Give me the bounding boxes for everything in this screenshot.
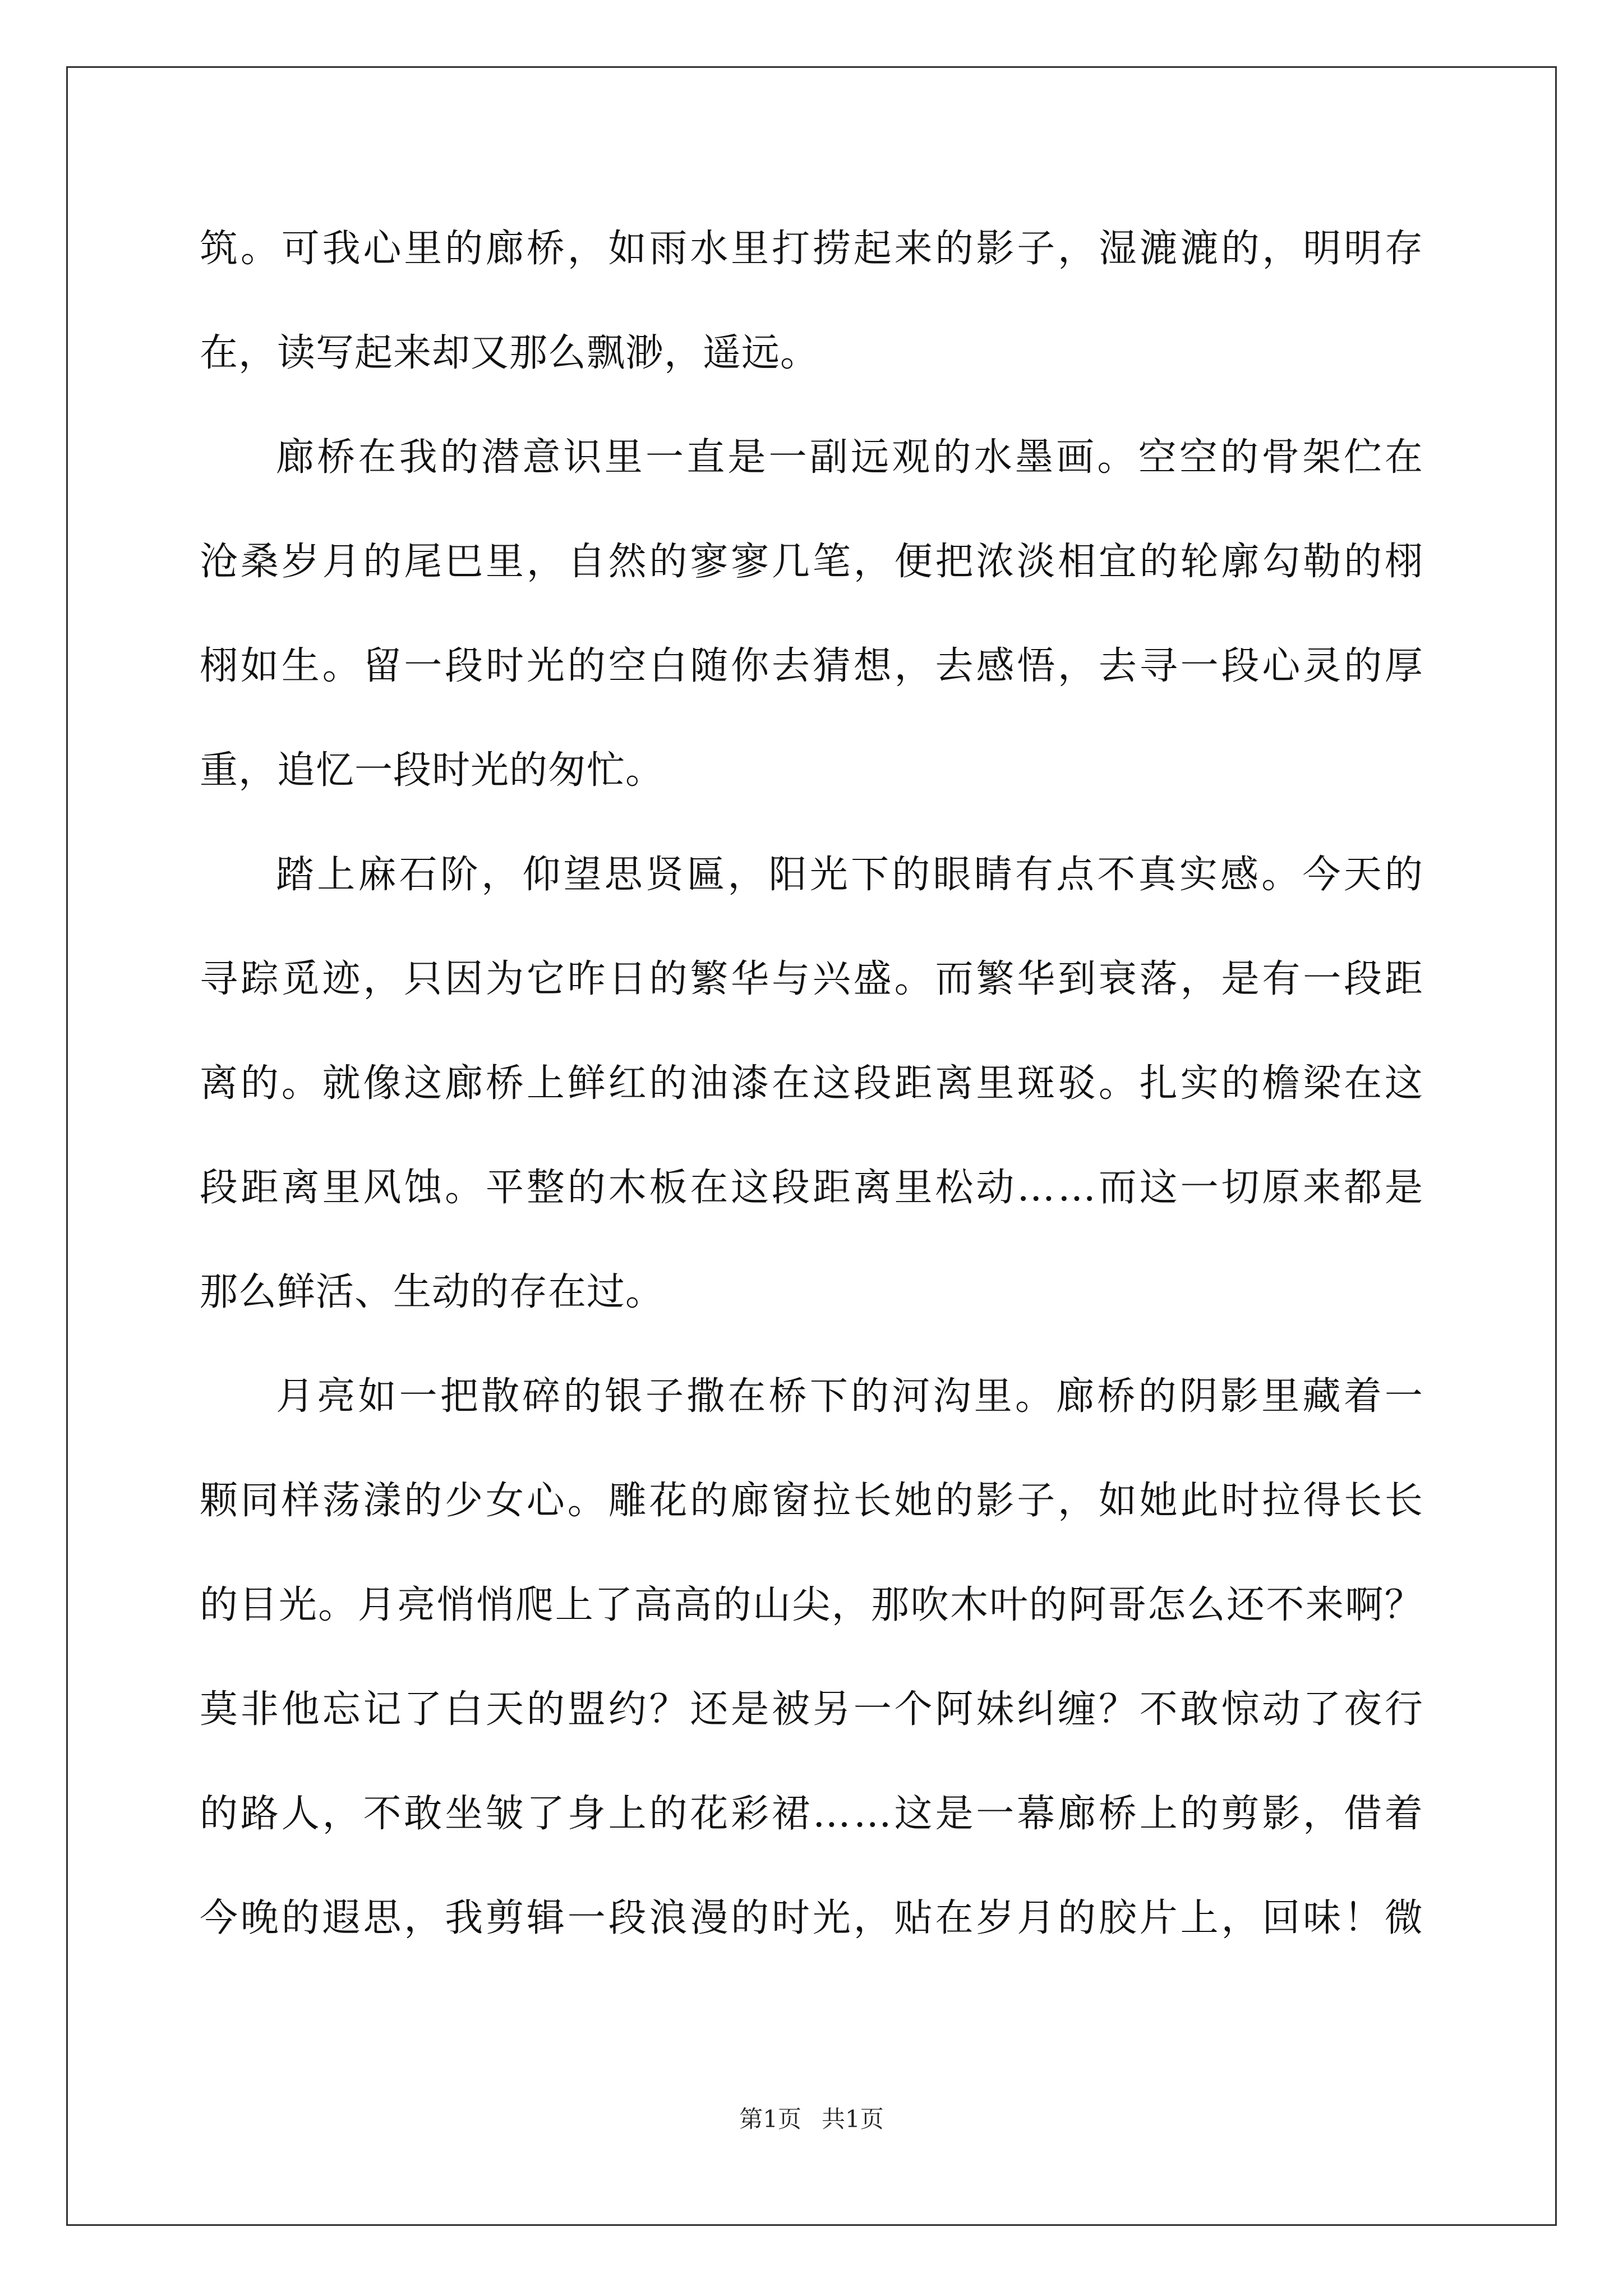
text-line: 今 晚 的 遐 思 ， 我 剪 辑 一 段 浪 漫 的 时 光 ， 贴 在 岁 月 的 胶 片 上 ， 回 味 ！ 微	[200, 1896, 1423, 1940]
document-body	[200, 222, 1423, 1946]
page-footer	[0, 2105, 1623, 2133]
text-line: 的 目 光 。 月 亮 悄 悄 爬 上 了 高 高 的 山 尖 ， 那 吹 木 叶 的 阿 哥 怎 么 还 不 来 啊 ？	[200, 1583, 1423, 1627]
text-line: 沧 桑 岁 月 的 尾 巴 里 ， 自 然 的 寥 寥 几 笔 ， 便 把 浓 淡 相 宜 的 轮 廓 勾 勒 的 栩	[200, 540, 1423, 584]
paragraph-first-line: 月 亮 如 一 把 散 碎 的 银 子 撒 在 桥 下 的 河 沟 里 。 廊 桥 的 阴 影 里 藏 着 一	[276, 1374, 1423, 1419]
paragraph-first-line: 踏 上 麻 石 阶 ， 仰 望 思 贤 匾 ， 阳 光 下 的 眼 睛 有 点 不 真 实 感 。 今 天 的	[276, 853, 1423, 897]
text-line: 的 路 人 ， 不 敢 坐 皱 了 身 上 的 花 彩 裙 … … 这 是 一 幕 廊 桥 上 的 剪 影 ， 借 着	[200, 1792, 1423, 1836]
text-line: 段 距 离 里 风 蚀 。 平 整 的 木 板 在 这 段 距 离 里 松 动 … … 而 这 一 切 原 来 都 是	[200, 1166, 1423, 1210]
text-line: 栩 如 生 。 留 一 段 时 光 的 空 白 随 你 去 猜 想 ， 去 感 悟 ， 去 寻 一 段 心 灵 的 厚	[200, 644, 1423, 688]
text-line: 莫 非 他 忘 记 了 白 天 的 盟 约 ？ 还 是 被 另 一 个 阿 妹 纠 缠 ？ 不 敢 惊 动 了 夜 行	[200, 1687, 1423, 1732]
text-line: 那么鲜活、生动的存在过。	[200, 1270, 665, 1314]
text-line: 离 的 。 就 像 这 廊 桥 上 鲜 红 的 油 漆 在 这 段 距 离 里 斑 驳 。 扎 实 的 檐 梁 在 这	[200, 1061, 1423, 1106]
text-line: 筑 。 可 我 心 里 的 廊 桥 ， 如 雨 水 里 打 捞 起 来 的 影 子 ， 湿 漉 漉 的 ， 明 明 存	[200, 227, 1423, 271]
page-number: 第1页	[739, 2105, 801, 2133]
page-total: 共1页	[822, 2105, 884, 2133]
text-line: 颗 同 样 荡 漾 的 少 女 心 。 雕 花 的 廊 窗 拉 长 她 的 影 子 ， 如 她 此 时 拉 得 长 长	[200, 1479, 1423, 1523]
text-line: 在，读写起来却又那么飘渺，遥远。	[200, 331, 819, 375]
text-line: 重，追忆一段时光的匆忙。	[200, 748, 665, 793]
paragraph-first-line: 廊 桥 在 我 的 潜 意 识 里 一 直 是 一 副 远 观 的 水 墨 画 。 空 空 的 骨 架 伫 在	[276, 435, 1423, 480]
text-line: 寻 踪 觅 迹 ， 只 因 为 它 昨 日 的 繁 华 与 兴 盛 。 而 繁 华 到 衰 落 ， 是 有 一 段 距	[200, 957, 1423, 1001]
